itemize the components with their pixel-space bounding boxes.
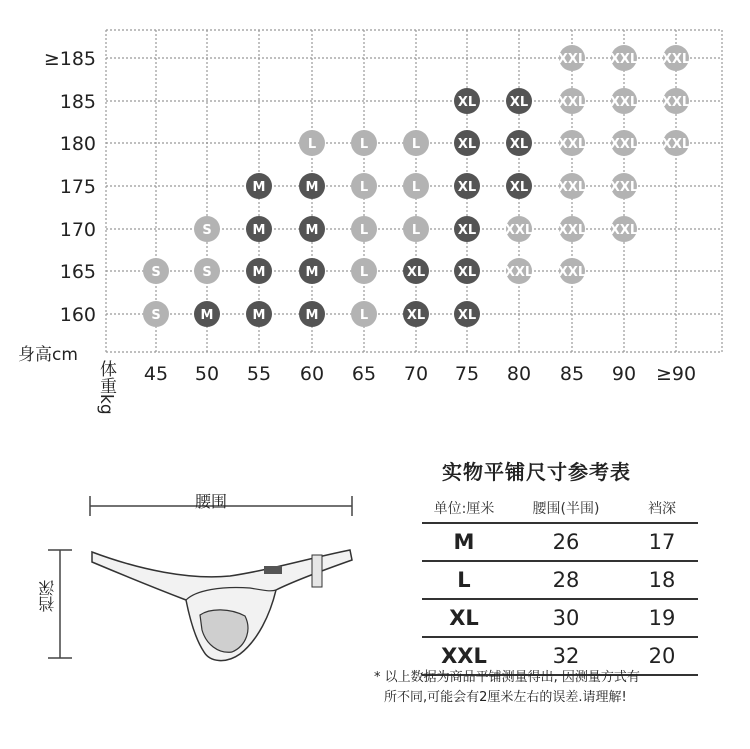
size-point [194,258,220,284]
size-point [506,88,532,114]
table-row [422,523,698,561]
size-point-label: M [305,265,319,280]
size-point-label: XXL [609,95,639,110]
x-tick-label: 45 [143,363,169,385]
size-point [610,88,638,114]
size-point [558,258,586,284]
size-point-label: S [151,265,161,280]
rise-cell: 19 [626,599,698,637]
size-point-label: XXL [609,52,639,67]
size-point-label: L [359,308,369,323]
x-tick-label: 50 [194,363,220,385]
size-point-label: XL [457,308,477,323]
size-point-label: XXL [661,52,691,67]
size-point-label: XL [457,137,477,152]
size-point-label: XXL [557,95,587,110]
product-diagram [0,440,380,680]
size-point [299,173,325,199]
size-point [506,173,532,199]
rise-label: 裆深 [38,580,57,612]
y-tick-label: 160 [59,304,96,326]
y-tick-label: 165 [59,261,96,283]
size-point [194,216,220,242]
size-point [246,258,272,284]
size-point [143,301,169,327]
waist-cell: 30 [506,599,626,637]
size-point [610,45,638,71]
size-point-label: XL [406,308,426,323]
header-rise: 裆深 [626,494,698,523]
size-point-label: XXL [661,137,691,152]
rise-cell: 18 [626,561,698,599]
y-tick-label: 180 [59,133,96,155]
size-point-label: XL [509,95,529,110]
x-tick-label: 70 [403,363,429,385]
waist-cell: 32 [506,637,626,675]
size-point-label: XL [457,265,477,280]
size-point [351,216,377,242]
size-point [299,258,325,284]
size-point [351,301,377,327]
size-table [422,494,698,676]
size-point [143,258,169,284]
size-point-label: M [200,308,214,323]
size-point [246,301,272,327]
size-point-label: XL [457,223,477,238]
size-point-label: XXL [557,265,587,280]
size-cell: XXL [422,637,506,675]
size-point-label: XXL [609,223,639,238]
size-point-label: L [359,223,369,238]
note-line-1: * 以上数据为商品平铺测量得出, 因测量方式有 [374,670,640,685]
rise-cell: 17 [626,523,698,561]
size-point-label: L [359,265,369,280]
size-point [454,301,480,327]
size-point-label: XXL [661,95,691,110]
size-point [558,173,586,199]
size-point [610,130,638,156]
size-point-label: XL [406,265,426,280]
size-point [403,173,429,199]
size-point-label: XXL [557,137,587,152]
size-point-label: L [359,180,369,195]
size-table-header-row [422,494,698,523]
disclaimer-note [374,668,734,708]
size-point [299,130,325,156]
size-point-label: XXL [609,137,639,152]
y-axis-ticks [44,48,96,326]
x-tick-label: 75 [454,363,480,385]
size-point [246,216,272,242]
size-point [454,216,480,242]
x-tick-label: 55 [246,363,272,385]
size-point [351,173,377,199]
size-point [505,216,533,242]
header-waist: 腰围(半围) [506,494,626,523]
size-point-label: M [305,180,319,195]
size-point-label: L [411,137,421,152]
table-row [422,599,698,637]
size-point [662,130,690,156]
size-point-label: M [252,180,266,195]
size-point [194,301,220,327]
size-point-label: XXL [504,265,534,280]
x-tick-label: ≥90 [655,363,697,385]
header-unit: 单位:厘米 [422,494,506,523]
size-cell: M [422,523,506,561]
size-point-label: L [359,137,369,152]
size-point-label: XXL [557,223,587,238]
size-point [351,258,377,284]
size-point-label: XXL [504,223,534,238]
size-point [403,301,429,327]
size-point [403,258,429,284]
rise-cell: 20 [626,637,698,675]
x-tick-label: 65 [351,363,377,385]
size-point-label: XL [509,137,529,152]
x-tick-label: 80 [506,363,532,385]
size-point-label: M [305,308,319,323]
x-axis-label: 体重kg [96,360,116,415]
y-tick-label: 175 [59,176,96,198]
size-point [610,216,638,242]
size-point [454,173,480,199]
size-point-label: M [305,223,319,238]
y-tick-label: ≥185 [43,48,96,70]
size-point-label: S [202,265,212,280]
size-point-label: XXL [557,180,587,195]
size-cell: XL [422,599,506,637]
size-point [558,216,586,242]
size-point [506,130,532,156]
garment-illustration [92,550,352,661]
size-point [299,301,325,327]
size-point-label: XL [509,180,529,195]
size-point-label: XL [457,95,477,110]
size-point [662,88,690,114]
waist-cell: 28 [506,561,626,599]
size-point-label: L [411,180,421,195]
size-point [558,130,586,156]
size-point-label: L [307,137,317,152]
size-point [662,45,690,71]
x-axis-ticks [144,363,696,385]
size-point [351,130,377,156]
size-point-label: S [202,223,212,238]
size-point-label: M [252,223,266,238]
size-point-label: M [252,308,266,323]
size-point [246,173,272,199]
size-table-title: 实物平铺尺寸参考表 [442,460,631,484]
note-line-2: 所不同,可能会有2厘米左右的误差.请理解! [384,690,627,705]
size-point [505,258,533,284]
x-tick-label: 60 [299,363,325,385]
size-point-label: XL [457,180,477,195]
size-cell: L [422,561,506,599]
x-tick-label: 90 [611,363,637,385]
waist-label: 腰围 [195,492,228,511]
x-tick-label: 85 [559,363,585,385]
waist-cell: 26 [506,523,626,561]
size-point [403,216,429,242]
size-point-label: M [252,265,266,280]
size-point [454,88,480,114]
size-point-label: XXL [557,52,587,67]
size-point [299,216,325,242]
size-point [558,45,586,71]
size-point [454,258,480,284]
y-axis-label: 身高cm [18,345,78,365]
size-point-label: S [151,308,161,323]
size-point-label: L [411,223,421,238]
size-point [403,130,429,156]
size-point [558,88,586,114]
y-tick-label: 170 [59,219,96,241]
size-point [610,173,638,199]
size-point-label: XXL [609,180,639,195]
size-point [454,130,480,156]
table-row [422,561,698,599]
y-tick-label: 185 [59,91,96,113]
